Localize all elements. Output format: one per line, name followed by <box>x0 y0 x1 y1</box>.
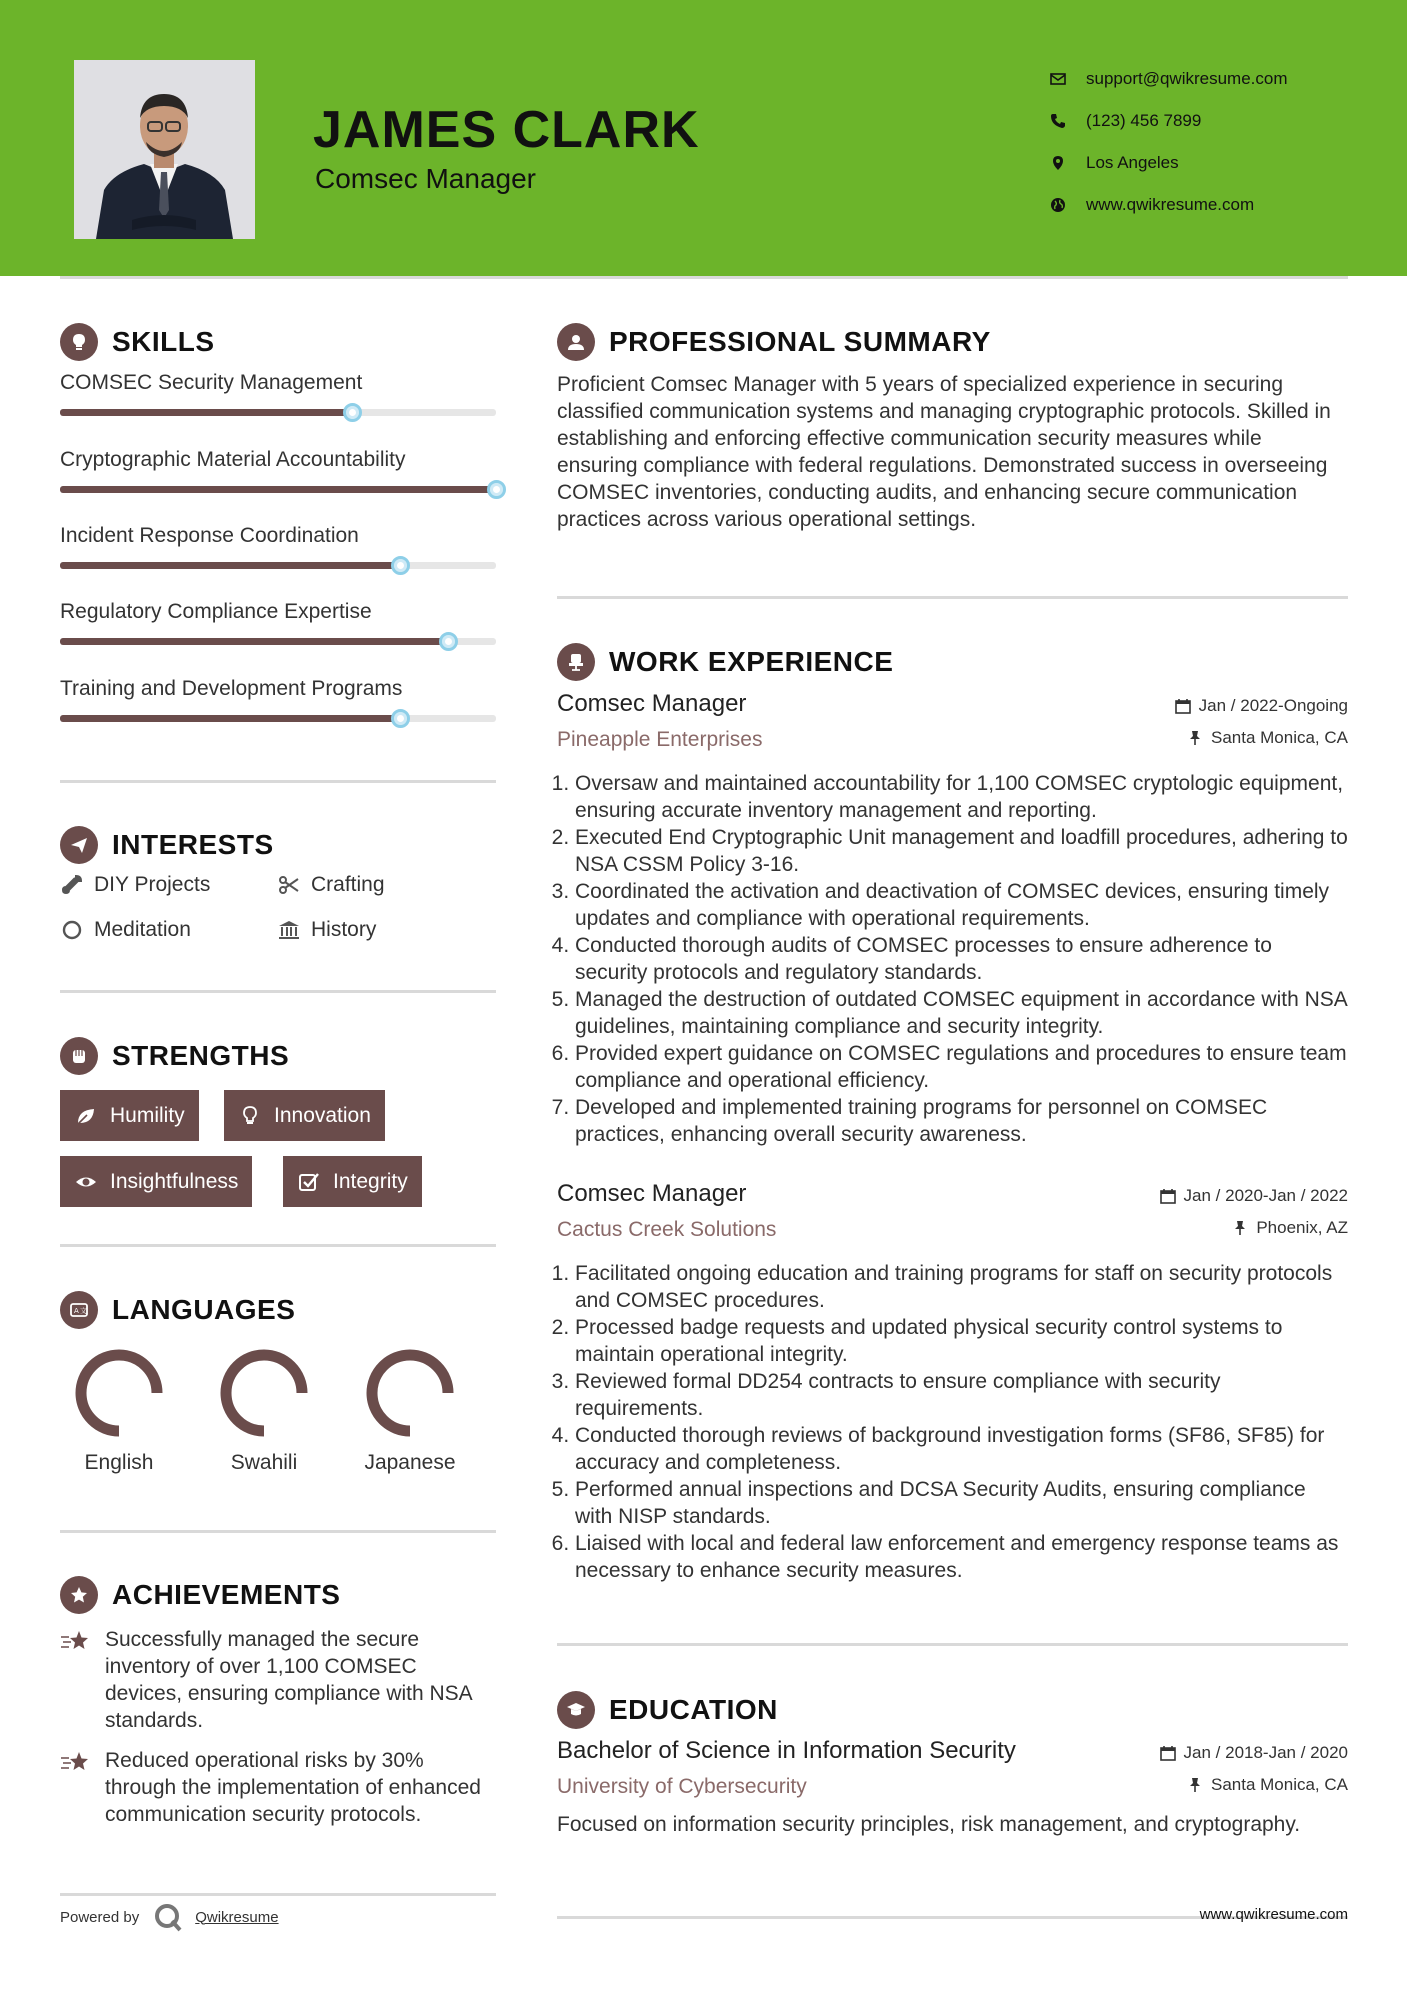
pushpin-icon <box>1232 1220 1248 1236</box>
languages-heading: A 文 LANGUAGES <box>60 1291 295 1329</box>
skill-track <box>60 715 496 722</box>
contact-location-text: Los Angeles <box>1086 153 1179 172</box>
lightbulb-icon <box>238 1104 262 1128</box>
graduation-icon <box>565 1699 587 1721</box>
contact-list <box>1050 58 1288 226</box>
job-title: Comsec Manager <box>557 1180 747 1207</box>
pushpin-icon <box>1187 730 1203 746</box>
skill-track <box>60 486 496 493</box>
paper-plane-icon <box>68 834 90 856</box>
skill-item <box>60 600 496 624</box>
skill-track <box>60 409 496 416</box>
job-location: Santa Monica, CA <box>1187 728 1348 748</box>
job-bullet: 3. Reviewed formal DD254 contracts to ensure compliance with security requirements. <box>575 1368 1348 1422</box>
powered-by <box>60 1902 279 1932</box>
strength-chip: Innovation <box>224 1090 385 1141</box>
job-bullets <box>557 1260 1348 1584</box>
skill-knob <box>343 403 362 422</box>
job-bullet: 6. Provided expert guidance on COMSEC regulations and procedures to ensure team compliance and operational efficiency. <box>575 1040 1348 1094</box>
education-heading: EDUCATION <box>557 1691 778 1729</box>
interest-item: History <box>277 918 376 942</box>
strength-chip: Humility <box>60 1090 199 1141</box>
achievement-item <box>60 1747 496 1828</box>
strength-chip: Insightfulness <box>60 1156 252 1207</box>
star-badge-icon <box>68 1584 90 1606</box>
job-location: Phoenix, AZ <box>1232 1218 1348 1238</box>
contact-website[interactable] <box>1050 184 1288 226</box>
map-pin-icon <box>1050 155 1066 171</box>
job-bullet: 1. Oversaw and maintained accountability for 1,100 COMSEC cryptologic equipment, ensuring accurate inventory management and reporting. <box>575 770 1348 824</box>
language-label: Swahili <box>230 1451 298 1474</box>
calendar-icon <box>1160 1188 1176 1204</box>
skill-fill <box>60 638 448 645</box>
skill-track <box>60 638 496 645</box>
skill-label: Cryptographic Material Accountability <box>60 448 406 471</box>
circle-icon <box>60 918 84 942</box>
section-divider <box>60 1244 496 1247</box>
skill-label: Incident Response Coordination <box>60 524 359 547</box>
language-icon <box>68 1299 90 1321</box>
interest-item: Crafting <box>277 873 385 897</box>
achievement-text: Reduced operational risks by 30% through the implementation of enhanced communication security protocols. <box>105 1749 481 1826</box>
education-entry <box>557 1737 1348 1799</box>
language-label: Japanese <box>364 1451 456 1474</box>
lightbulb-icon <box>68 331 90 353</box>
section-divider <box>60 1530 496 1533</box>
skill-label: Regulatory Compliance Expertise <box>60 600 372 623</box>
job-title: Comsec Manager <box>557 690 747 717</box>
contact-location <box>1050 142 1288 184</box>
job-bullet: 6. Liaised with local and federal law enforcement and emergency response teams as necessary to enhance security measures. <box>575 1530 1348 1584</box>
leaf-icon <box>74 1104 98 1128</box>
header-divider <box>60 276 1348 279</box>
checkbox-icon <box>297 1170 321 1194</box>
footer-website[interactable]: www.qwikresume.com <box>1199 1906 1348 1923</box>
pushpin-icon <box>1187 1777 1203 1793</box>
language-level-ring <box>81 1355 157 1431</box>
contact-email[interactable] <box>1050 58 1288 100</box>
skill-item <box>60 371 496 395</box>
shooting-star-icon <box>60 1749 92 1779</box>
section-divider <box>60 1893 496 1896</box>
skill-label: Training and Development Programs <box>60 677 403 700</box>
job-company: Cactus Creek Solutions <box>557 1218 777 1241</box>
summary-text: Proficient Comsec Manager with 5 years of specialized experience in securing classified communication systems and managing cryptographic protocols. Skilled in establishing and enforcing effective communication security measures while ensuring compliance with federal regulations. Demonstrated success in overseeing COMSEC inventories, conducting audits, and enhancing secure communication practices across various operational settings. <box>557 373 1331 531</box>
svg-text:文: 文 <box>80 1307 87 1315</box>
contact-email-text[interactable]: support@qwikresume.com <box>1086 69 1288 88</box>
skill-item <box>60 677 496 701</box>
shooting-star-icon <box>60 1628 92 1658</box>
summary-heading: PROFESSIONAL SUMMARY <box>557 323 991 361</box>
skill-track <box>60 562 496 569</box>
calendar-icon <box>1160 1745 1176 1761</box>
skill-knob <box>391 556 410 575</box>
skill-fill <box>60 409 352 416</box>
language-level-ring <box>372 1355 448 1431</box>
skill-fill <box>60 715 400 722</box>
powered-by-brand-link[interactable]: Qwikresume <box>195 1908 279 1926</box>
job-bullets <box>557 770 1348 1148</box>
job-entry <box>557 690 1348 1148</box>
contact-website-text[interactable]: www.qwikresume.com <box>1086 195 1255 214</box>
candidate-title: Comsec Manager <box>315 163 536 194</box>
language-item <box>209 1343 319 1475</box>
education-location: Santa Monica, CA <box>1187 1775 1348 1795</box>
achievement-text: Successfully managed the secure inventory of over 1,100 COMSEC devices, ensuring compliance with NSA standards. <box>105 1628 472 1732</box>
calendar-icon <box>1175 698 1191 714</box>
achievement-item <box>60 1626 496 1734</box>
job-entry <box>557 1180 1348 1584</box>
language-label: English <box>84 1451 154 1474</box>
svg-text:A: A <box>74 1307 79 1315</box>
phone-icon <box>1050 113 1066 129</box>
interests-heading: INTERESTS <box>60 826 274 864</box>
contact-phone-text: (123) 456 7899 <box>1086 111 1202 130</box>
skill-knob <box>439 632 458 651</box>
strengths-heading: STRENGTHS <box>60 1037 289 1075</box>
contact-phone[interactable] <box>1050 100 1288 142</box>
job-bullet: 2. Executed End Cryptographic Unit management and loadfill procedures, adhering to NSA CSSM Policy 3-16. <box>575 824 1348 878</box>
user-icon <box>565 331 587 353</box>
job-company: Pineapple Enterprises <box>557 728 763 751</box>
wrench-icon <box>60 873 84 897</box>
skill-fill <box>60 486 496 493</box>
qwikresume-logo-icon <box>153 1902 183 1932</box>
fist-icon <box>68 1045 90 1067</box>
job-bullet: 1. Facilitated ongoing education and training programs for staff on security protocols and COMSEC procedures. <box>575 1260 1348 1314</box>
job-bullet: 4. Conducted thorough reviews of background investigation forms (SF86, SF85) for accuracy and completeness. <box>575 1422 1348 1476</box>
job-bullet: 7. Developed and implemented training programs for personnel on COMSEC practices, enhancing overall security awareness. <box>575 1094 1348 1148</box>
job-bullet: 2. Processed badge requests and updated physical security control systems to maintain operational integrity. <box>575 1314 1348 1368</box>
skill-label: COMSEC Security Management <box>60 371 363 394</box>
experience-heading: WORK EXPERIENCE <box>557 643 893 681</box>
skill-fill <box>60 562 400 569</box>
globe-icon <box>1050 197 1066 213</box>
job-bullet: 3. Coordinated the activation and deactivation of COMSEC devices, ensuring timely updates and compliance with operational requirements. <box>575 878 1348 932</box>
strength-chip: Integrity <box>283 1156 422 1207</box>
job-bullet: 5. Performed annual inspections and DCSA Security Audits, ensuring compliance with NISP standards. <box>575 1476 1348 1530</box>
skills-heading: SKILLS <box>60 323 215 361</box>
envelope-icon <box>1050 71 1066 87</box>
language-item <box>64 1343 174 1475</box>
education-description: Focused on information security principles, risk management, and cryptography. <box>557 1813 1301 1836</box>
profile-photo <box>74 60 255 239</box>
office-chair-icon <box>565 651 587 673</box>
language-item <box>355 1343 465 1475</box>
education-dates: Jan / 2018-Jan / 2020 <box>1160 1743 1348 1763</box>
job-bullet: 4. Conducted thorough audits of COMSEC processes to ensure adherence to security protocols and regulatory standards. <box>575 932 1348 986</box>
achievements-heading: ACHIEVEMENTS <box>60 1576 340 1614</box>
job-bullet: 5. Managed the destruction of outdated COMSEC equipment in accordance with NSA guidelines, maintaining compliance and security integrity. <box>575 986 1348 1040</box>
degree-title: Bachelor of Science in Information Security <box>557 1737 1016 1764</box>
eye-icon <box>74 1170 98 1194</box>
section-divider <box>60 780 496 783</box>
museum-icon <box>277 918 301 942</box>
powered-by-label: Powered by <box>60 1908 140 1926</box>
section-divider <box>557 1643 1348 1646</box>
language-level-ring <box>226 1355 302 1431</box>
school-name: University of Cybersecurity <box>557 1775 807 1798</box>
interest-item: Meditation <box>60 918 191 942</box>
person-portrait-icon <box>74 60 255 239</box>
section-divider <box>557 596 1348 599</box>
job-dates: Jan / 2020-Jan / 2022 <box>1160 1186 1348 1206</box>
skill-knob <box>391 709 410 728</box>
job-dates: Jan / 2022-Ongoing <box>1175 696 1348 716</box>
skill-item <box>60 448 496 472</box>
scissors-icon <box>277 873 301 897</box>
skill-knob <box>487 480 506 499</box>
candidate-name: JAMES CLARK <box>313 101 700 159</box>
skill-item <box>60 524 496 548</box>
interest-item: DIY Projects <box>60 873 210 897</box>
section-divider <box>60 990 496 993</box>
